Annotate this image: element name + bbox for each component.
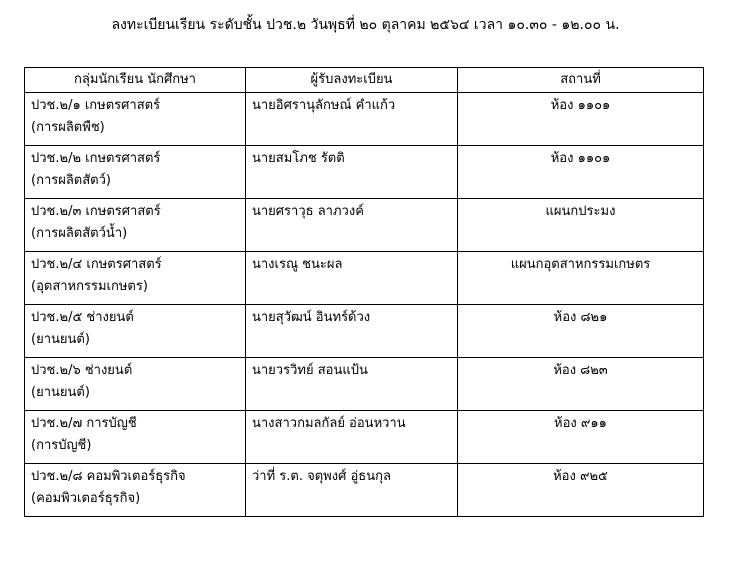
registrar-cell: นายวรวิทย์ สอนแป้น [246,358,458,411]
student-group-cell [25,146,246,199]
location-cell: ห้อง ๘๒๑ [458,305,704,358]
group-class: ปวช.๒/๑ เกษตรศาสตร์ [31,98,161,113]
student-group-cell [25,358,246,411]
group-major: (คอมพิวเตอร์ธุรกิจ) [31,491,141,506]
header-location: สถานที่ [458,68,704,93]
location-cell: ห้อง ๘๒๓ [458,358,704,411]
registrar-cell: นายอิศรานุลักษณ์ คำแก้ว [246,93,458,146]
group-class: ปวช.๒/๘ คอมพิวเตอร์ธุรกิจ [31,469,186,484]
student-group-cell [25,411,246,464]
table-header-row [25,68,704,93]
table-row [25,199,704,252]
table-row [25,93,704,146]
table-row [25,464,704,517]
location-cell: ห้อง ๑๑๐๑ [458,146,704,199]
registrar-cell: นางเรณู ชนะผล [246,252,458,305]
group-class: ปวช.๒/๓ เกษตรศาสตร์ [31,204,161,219]
registrar-cell: นายศราวุธ ลาภวงค์ [246,199,458,252]
group-class: ปวช.๒/๖ ช่างยนต์ [31,363,133,378]
page-title: ลงทะเบียนเรียน ระดับชั้น ปวช.๒ วันพุธที่ ๒๐ ตุลาคม ๒๕๖๔ เวลา ๑๐.๓๐ - ๑๒.๐๐ น. [111,17,620,33]
registrar-cell: นายสมโภช รัตติ [246,146,458,199]
registrar-cell: ว่าที่ ร.ต. จตุพงศ์ อู่ธนกุล [246,464,458,517]
group-major: (ยานยนต์) [31,332,90,347]
registration-table [24,67,704,517]
table-row [25,411,704,464]
location-cell: แผนกอุตสาหกรรมเกษตร [458,252,704,305]
group-major: (อุตสาหกรรมเกษตร) [31,279,148,294]
group-class: ปวช.๒/๕ ช่างยนต์ [31,310,134,325]
student-group-cell [25,93,246,146]
header-registrar: ผู้รับลงทะเบียน [246,68,458,93]
group-class: ปวช.๒/๔ เกษตรศาสตร์ [31,257,162,272]
student-group-cell [25,252,246,305]
group-major: (การผลิตพืช) [31,120,105,135]
location-cell: แผนกประมง [458,199,704,252]
group-class: ปวช.๒/๗ การบัญชี [31,416,137,431]
group-major: (การผลิตสัตว์น้ำ) [31,226,128,241]
student-group-cell [25,199,246,252]
group-major: (ยานยนต์) [31,385,90,400]
student-group-cell [25,464,246,517]
student-group-cell [25,305,246,358]
table-row [25,305,704,358]
registrar-cell: นายสุวัฒน์ อินทร์ด้วง [246,305,458,358]
location-cell: ห้อง ๙๒๕ [458,464,704,517]
location-cell: ห้อง ๑๑๐๑ [458,93,704,146]
group-major: (การผลิตสัตว์) [31,173,111,188]
table-row [25,252,704,305]
table-row [25,358,704,411]
group-class: ปวช.๒/๒ เกษตรศาสตร์ [31,151,161,166]
header-student-group: กลุ่มนักเรียน นักศึกษา [25,68,246,93]
registrar-cell: นางสาวกมลกัลย์ อ่อนหวาน [246,411,458,464]
group-major: (การบัญชี) [31,438,92,453]
location-cell: ห้อง ๙๑๑ [458,411,704,464]
table-row [25,146,704,199]
